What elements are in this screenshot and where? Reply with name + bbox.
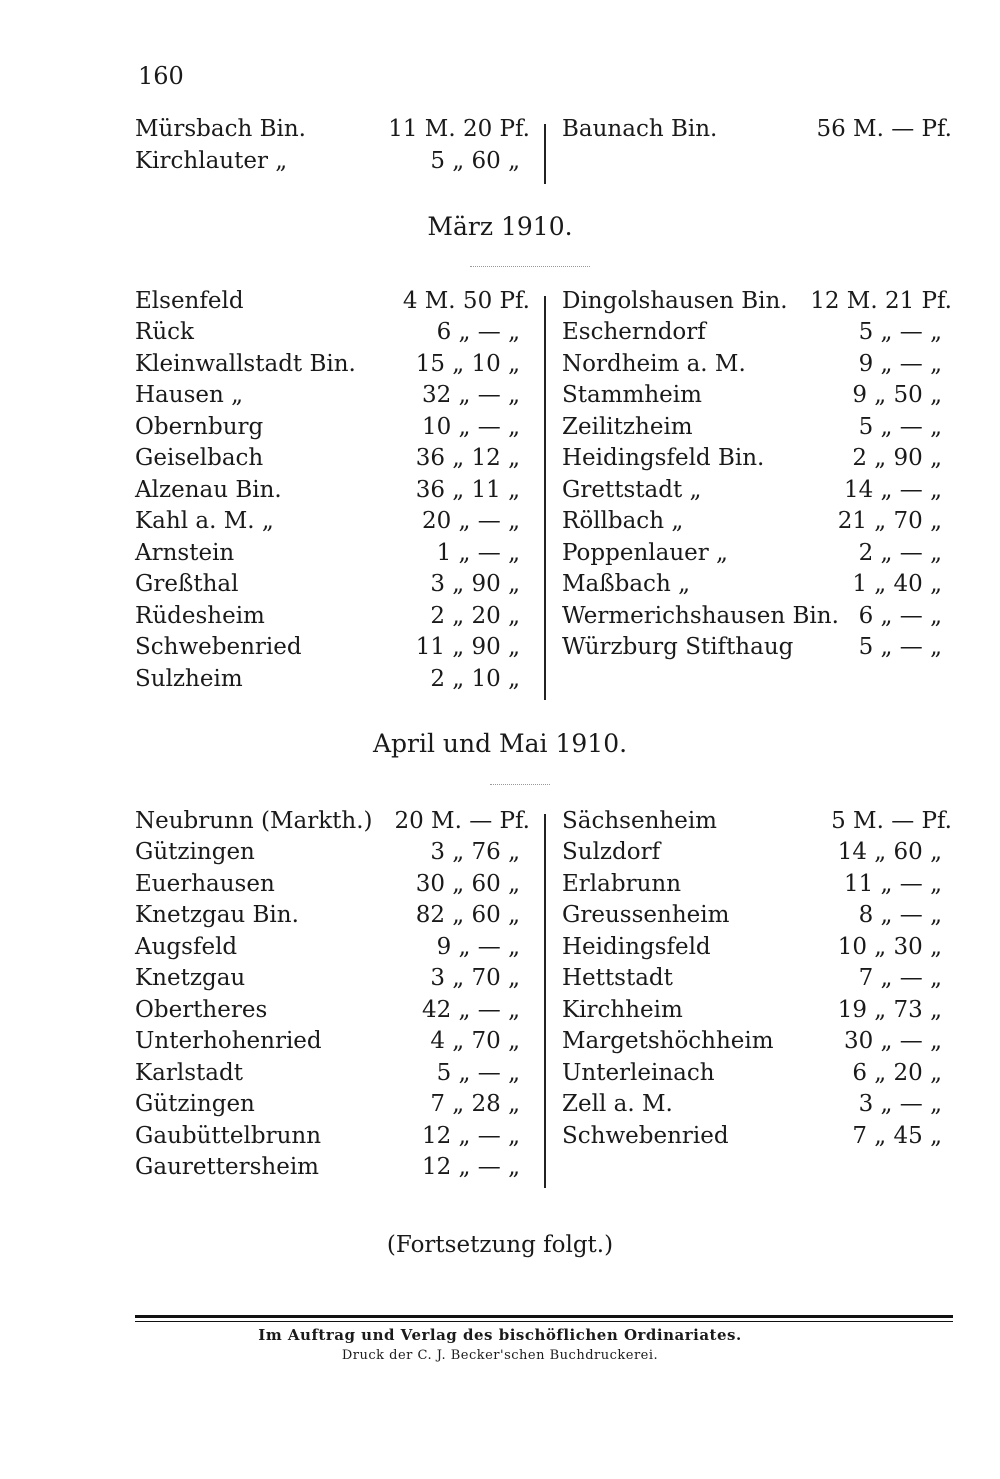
list-item [135, 1028, 535, 1059]
list-item [135, 1154, 535, 1185]
amount: 82 „ 60 „ [415, 902, 520, 928]
place-name: Röllbach „ [562, 508, 684, 534]
place-name: Karlstadt [135, 1060, 243, 1086]
list-item [135, 603, 535, 634]
place-name: Augsfeld [135, 934, 238, 960]
place-name: Elsenfeld [135, 288, 244, 314]
list-item [135, 666, 535, 697]
list-item [135, 1091, 535, 1122]
amount: 1 „ 40 „ [852, 571, 942, 597]
amount: 30 „ — „ [843, 1028, 942, 1054]
amount: 2 „ 90 „ [852, 445, 942, 471]
amount: 5 „ 60 „ [430, 148, 520, 174]
list-item [562, 1060, 952, 1091]
amount: 9 „ — „ [436, 934, 520, 960]
amount: 12 „ — „ [421, 1123, 520, 1149]
amount: 42 „ — „ [421, 997, 520, 1023]
list-item [562, 116, 952, 147]
place-name: Zeilitzheim [562, 414, 693, 440]
list-item [562, 965, 952, 996]
place-name: Schwebenried [562, 1123, 729, 1149]
amount: 3 „ 70 „ [430, 965, 520, 991]
footer-rule [135, 1315, 953, 1318]
amount: 10 „ — „ [421, 414, 520, 440]
amount: 32 „ — „ [421, 382, 520, 408]
amount: 10 „ 30 „ [837, 934, 942, 960]
amount: 56 M. — Pf. [816, 116, 952, 142]
amount: 5 „ — „ [858, 319, 942, 345]
amount: 11 „ — „ [843, 871, 942, 897]
place-name: Maßbach „ [562, 571, 690, 597]
list-item [562, 1091, 952, 1122]
amount: 30 „ 60 „ [415, 871, 520, 897]
column-divider [544, 814, 546, 1188]
list-item [562, 808, 952, 839]
list-item [562, 1123, 952, 1154]
place-name: Heidingsfeld Bin. [562, 445, 765, 471]
list-item [562, 445, 952, 476]
amount: 20 „ — „ [421, 508, 520, 534]
section-heading-maerz: März 1910. [427, 212, 573, 241]
place-name: Rüdesheim [135, 603, 265, 629]
place-name: Gützingen [135, 839, 255, 865]
amount: 12 „ — „ [421, 1154, 520, 1180]
amount: 20 M. — Pf. [394, 808, 530, 834]
place-name: Greussenheim [562, 902, 730, 928]
amount: 7 „ 28 „ [430, 1091, 520, 1117]
place-name: Dingolshausen Bin. [562, 288, 788, 314]
list-item [135, 540, 535, 571]
place-name: Greßthal [135, 571, 239, 597]
list-item [562, 571, 952, 602]
printer-line: Druck der C. J. Becker'schen Buchdruckerei. [341, 1348, 659, 1363]
list-item [562, 839, 952, 870]
list-item [135, 414, 535, 445]
place-name: Gaubüttelbrunn [135, 1123, 322, 1149]
amount: 5 „ — „ [858, 414, 942, 440]
list-item [135, 871, 535, 902]
place-name: Knetzgau Bin. [135, 902, 299, 928]
place-name: Sulzheim [135, 666, 243, 692]
amount: 9 „ — „ [858, 351, 942, 377]
ornament-divider [470, 266, 590, 267]
amount: 7 „ — „ [858, 965, 942, 991]
place-name: Rück [135, 319, 194, 345]
place-name: Kirchheim [562, 997, 683, 1023]
place-name: Knetzgau [135, 965, 246, 991]
amount: 11 M. 20 Pf. [388, 116, 530, 142]
place-name: Neubrunn (Markth.) [135, 808, 373, 834]
amount: 11 „ 90 „ [415, 634, 520, 660]
list-item [135, 1123, 535, 1154]
list-item [135, 997, 535, 1028]
amount: 36 „ 11 „ [415, 477, 520, 503]
amount: 21 „ 70 „ [837, 508, 942, 534]
place-name: Wermerichshausen Bin. [562, 603, 839, 629]
continuation-note: (Fortsetzung folgt.) [386, 1232, 614, 1258]
amount: 1 „ — „ [436, 540, 520, 566]
list-item [135, 382, 535, 413]
amount: 2 „ 10 „ [430, 666, 520, 692]
amount: 15 „ 10 „ [415, 351, 520, 377]
place-name: Hausen „ [135, 382, 244, 408]
place-name: Unterleinach [562, 1060, 715, 1086]
publisher-line: Im Auftrag und Verlag des bischöflichen Ordinariates. [258, 1326, 742, 1344]
footer-rule-thin [135, 1321, 953, 1322]
amount: 6 „ 20 „ [852, 1060, 942, 1086]
amount: 5 „ — „ [436, 1060, 520, 1086]
amount: 6 „ — „ [436, 319, 520, 345]
amount: 14 „ — „ [843, 477, 942, 503]
place-name: Kahl a. M. „ [135, 508, 274, 534]
list-item [135, 148, 535, 179]
amount: 36 „ 12 „ [415, 445, 520, 471]
list-item [562, 997, 952, 1028]
amount: 4 „ 70 „ [430, 1028, 520, 1054]
place-name: Kirchlauter „ [135, 148, 288, 174]
amount: 3 „ 90 „ [430, 571, 520, 597]
place-name: Alzenau Bin. [135, 477, 282, 503]
list-item [135, 351, 535, 382]
list-item [562, 1028, 952, 1059]
ornament-divider [490, 784, 550, 785]
place-name: Erlabrunn [562, 871, 682, 897]
page-number: 160 [138, 62, 184, 90]
place-name: Schwebenried [135, 634, 302, 660]
place-name: Obernburg [135, 414, 264, 440]
amount: 7 „ 45 „ [852, 1123, 942, 1149]
amount: 12 M. 21 Pf. [810, 288, 952, 314]
place-name: Würzburg Stifthaug [562, 634, 794, 660]
list-item [135, 477, 535, 508]
list-item [562, 540, 952, 571]
amount: 3 „ 76 „ [430, 839, 520, 865]
place-name: Gaurettersheim [135, 1154, 319, 1180]
list-item [562, 508, 952, 539]
amount: 6 „ — „ [858, 603, 942, 629]
list-item [135, 965, 535, 996]
place-name: Obertheres [135, 997, 268, 1023]
place-name: Stammheim [562, 382, 702, 408]
place-name: Geiselbach [135, 445, 264, 471]
place-name: Poppenlauer „ [562, 540, 728, 566]
list-item [562, 902, 952, 933]
place-name: Sulzdorf [562, 839, 661, 865]
list-item [562, 382, 952, 413]
list-item [135, 934, 535, 965]
place-name: Arnstein [135, 540, 235, 566]
place-name: Zell a. M. [562, 1091, 673, 1117]
list-item [562, 871, 952, 902]
amount: 4 M. 50 Pf. [402, 288, 530, 314]
list-item [562, 477, 952, 508]
place-name: Euerhausen [135, 871, 275, 897]
amount: 2 „ — „ [858, 540, 942, 566]
place-name: Hettstadt [562, 965, 673, 991]
place-name: Unterhohenried [135, 1028, 322, 1054]
amount: 19 „ 73 „ [837, 997, 942, 1023]
list-item [135, 288, 535, 319]
amount: 14 „ 60 „ [837, 839, 942, 865]
place-name: Gützingen [135, 1091, 255, 1117]
list-item [135, 634, 535, 665]
place-name: Grettstadt „ [562, 477, 702, 503]
list-item [562, 634, 952, 665]
amount: 9 „ 50 „ [852, 382, 942, 408]
amount: 8 „ — „ [858, 902, 942, 928]
list-item [135, 571, 535, 602]
list-item [562, 934, 952, 965]
list-item [562, 351, 952, 382]
list-item [135, 116, 535, 147]
list-item [135, 808, 535, 839]
list-item [135, 902, 535, 933]
list-item [562, 414, 952, 445]
place-name: Mürsbach Bin. [135, 116, 306, 142]
place-name: Margetshöchheim [562, 1028, 774, 1054]
column-divider [544, 296, 546, 700]
amount: 3 „ — „ [858, 1091, 942, 1117]
amount: 5 M. — Pf. [831, 808, 952, 834]
place-name: Escherndorf [562, 319, 706, 345]
list-item [562, 603, 952, 634]
list-item [135, 839, 535, 870]
place-name: Baunach Bin. [562, 116, 718, 142]
place-name: Nordheim a. M. [562, 351, 746, 377]
list-item [135, 445, 535, 476]
place-name: Kleinwallstadt Bin. [135, 351, 356, 377]
list-item [135, 508, 535, 539]
amount: 5 „ — „ [858, 634, 942, 660]
list-item [135, 319, 535, 350]
list-item [562, 288, 952, 319]
list-item [562, 319, 952, 350]
amount: 2 „ 20 „ [430, 603, 520, 629]
place-name: Heidingsfeld [562, 934, 711, 960]
list-item [135, 1060, 535, 1091]
section-heading-april-mai: April und Mai 1910. [372, 729, 628, 758]
place-name: Sächsenheim [562, 808, 717, 834]
column-divider [544, 124, 546, 184]
